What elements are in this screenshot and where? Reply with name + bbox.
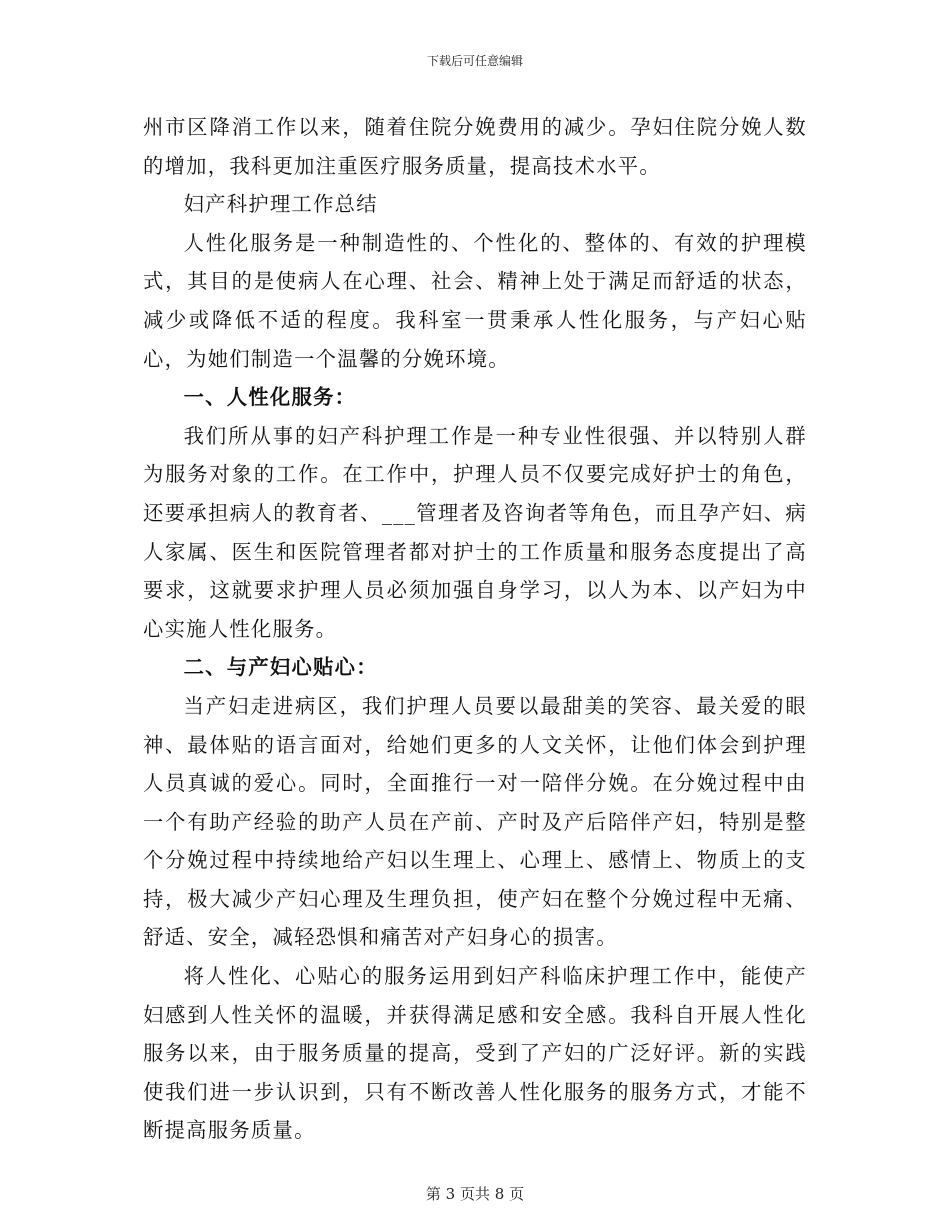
- section-title: 妇产科护理工作总结: [183, 192, 378, 217]
- paragraph-conclusion: 将人性化、心贴心的服务运用到妇产科临床护理工作中，能使产妇感到人性关怀的温暖，并获得满足感和安全感。我科自开展人性化服务以来，由于服务质量的提高，受到了产妇的广泛好评。新的实践使我们进一步认识到，只有不断改善人性化服务的服务方式，才能不断提高服务质量。: [143, 964, 807, 1143]
- heading-heart-to-heart: 二、与产妇心贴心：: [183, 655, 378, 680]
- paragraph-continuation: 州市区降消工作以来，随着住院分娩费用的减少。孕妇住院分娩人数的增加，我科更加注重医疗服务质量，提高技术水平。: [143, 115, 807, 178]
- page-header: 下载后可任意编辑: [426, 54, 523, 68]
- heading-humanized-service: 一、人性化服务：: [183, 385, 357, 410]
- document-body: [143, 108, 807, 1150]
- paragraph-humanized-service: 我们所从事的妇产科护理工作是一种专业性很强、并以特别人群为服务对象的工作。在工作中，护理人员不仅要完成好护士的角色，还要承担病人的教育者、___管理者及咨询者等角色，而且孕产妇、病人家属、医生和医院管理者都对护士的工作质量和服务态度提出了高要求，这就要求护理人员必须加强自身学习，以人为本、以产妇为中心实施人性化服务。: [143, 423, 807, 641]
- page-footer: 第 3 页共 8 页: [425, 1185, 525, 1203]
- paragraph-heart-to-heart: 当产妇走进病区，我们护理人员要以最甜美的笑容、最关爱的眼神、最体贴的语言面对，给她们更多的人文关怀，让他们体会到护理人员真诚的爱心。同时，全面推行一对一陪伴分娩。在分娩过程中由一个有助产经验的助产人员在产前、产时及产后陪伴产妇，特别是整个分娩过程中持续地给产妇以生理上、心理上、感情上、物质上的支持，极大减少产妇心理及生理负担，使产妇在整个分娩过程中无痛、舒适、安全，减轻恐惧和痛苦对产妇身心的损害。: [143, 693, 807, 950]
- paragraph-intro: 人性化服务是一种制造性的、个性化的、整体的、有效的护理模式，其目的是使病人在心理、社会、精神上处于满足而舒适的状态，减少或降低不适的程度。我科室一贯秉承人性化服务，与产妇心贴心，为她们制造一个温馨的分娩环境。: [143, 230, 807, 371]
